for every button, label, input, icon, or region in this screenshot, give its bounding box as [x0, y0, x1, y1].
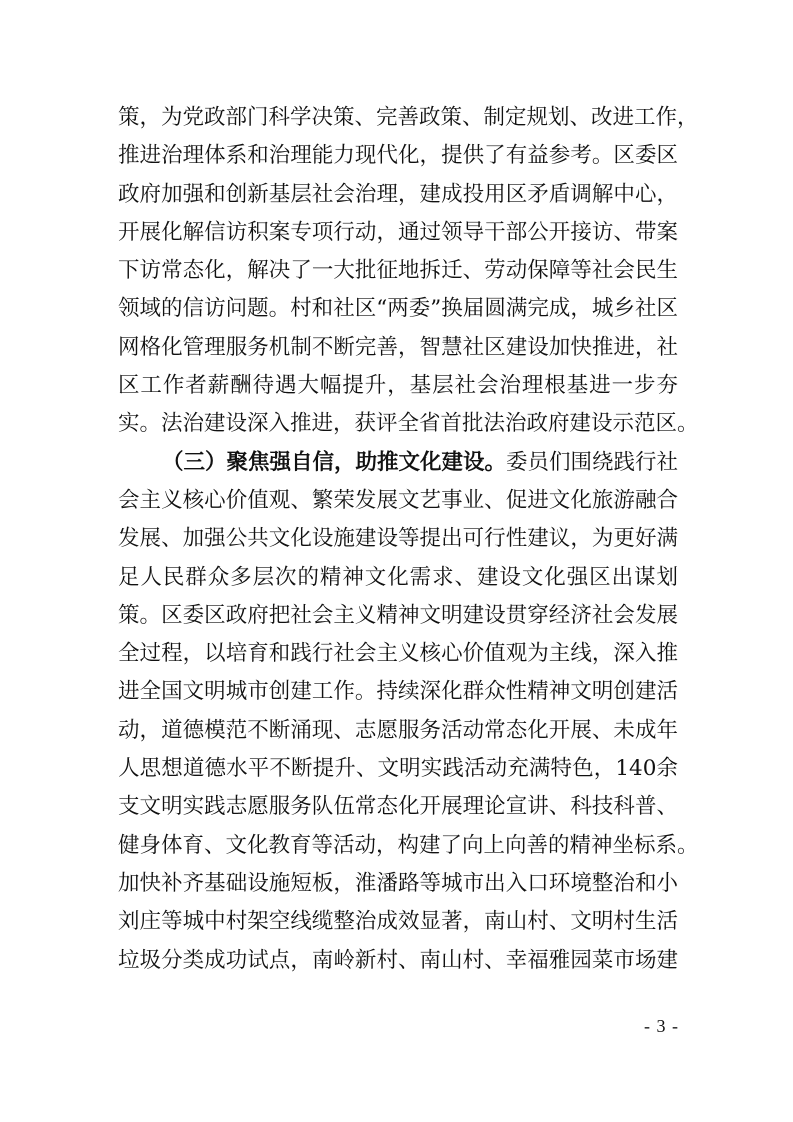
text-line: 垃圾分类成功试点，南岭新村、南山村、幸福雅园菜市场建 — [118, 947, 678, 973]
text-line: 网格化管理服务机制不断完善，智慧社区建设加快推进，社 — [118, 334, 678, 360]
text-line: 健身体育、文化教育等活动，构建了向上向善的精神坐标系。 — [118, 832, 699, 858]
text-line: 下访常态化，解决了一大批征地拆迁、劳动保障等社会民生 — [118, 258, 678, 284]
text-line: 动，道德模范不断涌现、志愿服务活动常态化开展、未成年 — [118, 717, 678, 743]
text-line: 刘庄等城中村架空线缆整治成效显著，南山村、文明村生活 — [118, 909, 678, 935]
text-line: 开展化解信访积案专项行动，通过领导干部公开接访、带案 — [118, 219, 678, 245]
text-line: 足人民群众多层次的精神文化需求、建设文化强区出谋划 — [118, 564, 678, 590]
text-line: 加快补齐基础设施短板，淮潘路等城市出入口环境整治和小 — [118, 870, 678, 896]
text-line: 实。法治建设深入推进，获评全省首批法治政府建设示范区。 — [118, 411, 699, 437]
text-line: 推进治理体系和治理能力现代化，提供了有益参考。区委区 — [118, 143, 678, 169]
body-text — [118, 99, 699, 980]
text-line: 区工作者薪酬待遇大幅提升，基层社会治理根基进一步夯 — [118, 373, 678, 399]
section-first-line-text: 委员们围绕践行社 — [506, 449, 679, 475]
text-line: 政府加强和创新基层社会治理，建成投用区矛盾调解中心， — [118, 181, 678, 207]
section-heading: （三）聚焦强自信，助推文化建设。 — [162, 449, 507, 475]
text-line: 策，为党政部门科学决策、完善政策、制定规划、改进工作， — [118, 105, 699, 130]
text-line: 领域的信访问题。村和社区“两委”换届圆满完成，城乡社区 — [118, 296, 678, 322]
text-line: 策。区委区政府把社会主义精神文明建设贯穿经济社会发展 — [118, 602, 678, 628]
page-number: - 3 - — [644, 1016, 679, 1036]
text-line: 会主义核心价值观、繁荣发展文艺事业、促进文化旅游融合 — [118, 487, 678, 513]
text-line: 发展、加强公共文化设施建设等提出可行性建议，为更好满 — [118, 526, 678, 552]
text-line: 支文明实践志愿服务队伍常态化开展理论宣讲、科技科普、 — [118, 794, 678, 820]
text-line: 人思想道德水平不断提升、文明实践活动充满特色，140余 — [118, 756, 678, 782]
text-line: 全过程，以培育和践行社会主义核心价值观为主线，深入推 — [118, 641, 678, 667]
section-first-line — [118, 444, 678, 482]
text-line: 进全国文明城市创建工作。持续深化群众性精神文明创建活 — [118, 679, 678, 705]
